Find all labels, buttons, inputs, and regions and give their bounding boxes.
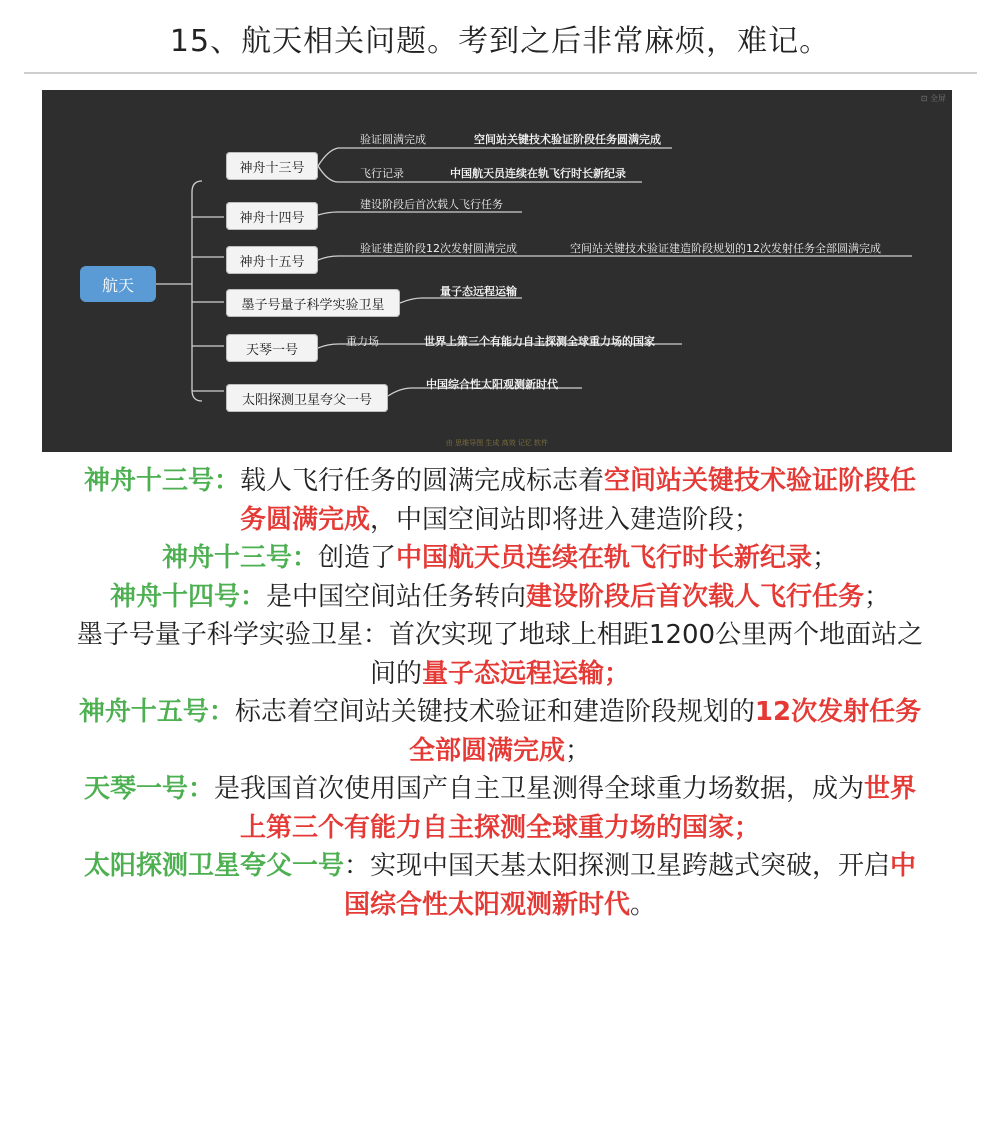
text-line (24, 462, 976, 501)
sub-label: 量子态远程运输 (440, 285, 517, 298)
body-text: 载人飞行任务的圆满完成标志着 (239, 466, 604, 496)
highlight-text: 中 (890, 851, 917, 881)
text-line (24, 886, 976, 925)
highlight-text: 量子态远程运输； (422, 658, 631, 689)
paragraph (24, 616, 976, 693)
highlight-text: 建设阶段后首次载人飞行任务 (526, 581, 865, 612)
paragraph (24, 693, 976, 770)
body-text: ，中国空间站即将进入建造阶段； (370, 504, 761, 535)
text-line (24, 539, 976, 578)
item-heading: 神舟十五号： (78, 697, 235, 727)
body-text: 墨子号量子科学实验卫星：首次实现了地球上相距1200公里两个地面站之 (76, 620, 924, 650)
connector-1a (318, 148, 672, 166)
connector-trunk (192, 181, 202, 401)
explanation-text (24, 462, 976, 924)
body-text: ； (864, 581, 891, 612)
sub-label: 验证建造阶段12次发射圆满完成 (360, 242, 517, 255)
leaf-label: 世界上第三个有能力自主探测全球重力场的国家 (424, 335, 655, 348)
body-text: 间的 (369, 658, 422, 689)
text-line (24, 655, 976, 694)
body-text: ； (565, 735, 592, 766)
paragraph (24, 578, 976, 617)
leaf-label: 中国航天员连续在轨飞行时长新纪录 (450, 167, 626, 180)
page-title: 15、航天相关问题。考到之后非常麻烦，难记。 (169, 24, 831, 59)
body-text: 标志着空间站关键技术验证和建造阶段规划的 (234, 697, 755, 727)
node-kuafu1: 太阳探测卫星夸父一号 (226, 384, 388, 412)
paragraph (24, 462, 976, 539)
body-text: 。 (630, 889, 657, 920)
item-heading: 神舟十三号： (83, 466, 240, 496)
highlight-text: 空间站关键技术验证阶段任 (604, 466, 917, 496)
body-text: ：实现中国天基太阳探测卫星跨越式突破，开启 (343, 851, 890, 881)
node-shenzhou14: 神舟十四号 (226, 202, 318, 230)
text-line (24, 693, 976, 732)
node-shenzhou13: 神舟十三号 (226, 152, 318, 180)
item-heading: 神舟十三号： (161, 543, 318, 573)
highlight-text: 上第三个有能力自主探测全球重力场的国家； (239, 812, 760, 843)
node-mozi: 墨子号量子科学实验卫星 (226, 289, 400, 317)
sub-label: 重力场 (346, 335, 379, 348)
text-line (24, 501, 976, 540)
item-heading: 太阳探测卫星夸父一号 (83, 851, 344, 881)
mindmap-footer: 由 思维导图 生成 高效 记忆 软件 (445, 439, 549, 447)
highlight-text: 12次发射任务 (754, 697, 922, 727)
leaf-label: 空间站关键技术验证阶段任务圆满完成 (474, 133, 661, 146)
paragraph (24, 847, 976, 924)
mindmap-root-node: 航天 (80, 266, 156, 302)
text-line (24, 578, 976, 617)
divider (24, 72, 977, 74)
sub-label: 中国综合性太阳观测新时代 (426, 378, 558, 391)
text-line (24, 770, 976, 809)
connector-3 (318, 256, 912, 260)
item-heading: 神舟十四号： (109, 581, 266, 612)
highlight-text: 国综合性太阳观测新时代 (343, 889, 630, 920)
connector-2 (318, 212, 522, 215)
fullscreen-icon: ⊡ 全屏 (920, 94, 946, 103)
paragraph (24, 770, 976, 847)
body-text: 是我国首次使用国产自主卫星测得全球重力场数据，成为 (213, 774, 864, 804)
highlight-text: 全部圆满完成 (408, 735, 565, 766)
sub-label: 验证圆满完成 (360, 133, 426, 146)
paragraph (24, 539, 976, 578)
text-line (24, 732, 976, 771)
node-tianqin1: 天琴一号 (226, 334, 318, 362)
highlight-text: 世界 (864, 774, 917, 804)
text-line (24, 616, 976, 655)
mindmap-image (42, 90, 952, 452)
body-text: 创造了 (317, 543, 396, 573)
body-text: ； (812, 543, 839, 573)
item-heading: 天琴一号： (83, 774, 214, 804)
body-text: 是中国空间站任务转向 (265, 581, 526, 612)
leaf-label: 空间站关键技术验证建造阶段规划的12次发射任务全部圆满完成 (570, 242, 881, 255)
highlight-text: 中国航天员连续在轨飞行时长新纪录 (396, 543, 813, 573)
sub-label: 飞行记录 (360, 167, 404, 180)
text-line (24, 847, 976, 886)
node-shenzhou15: 神舟十五号 (226, 246, 318, 274)
sub-label: 建设阶段后首次载人飞行任务 (360, 198, 503, 211)
highlight-text: 务圆满完成 (239, 504, 370, 535)
text-line (24, 809, 976, 848)
